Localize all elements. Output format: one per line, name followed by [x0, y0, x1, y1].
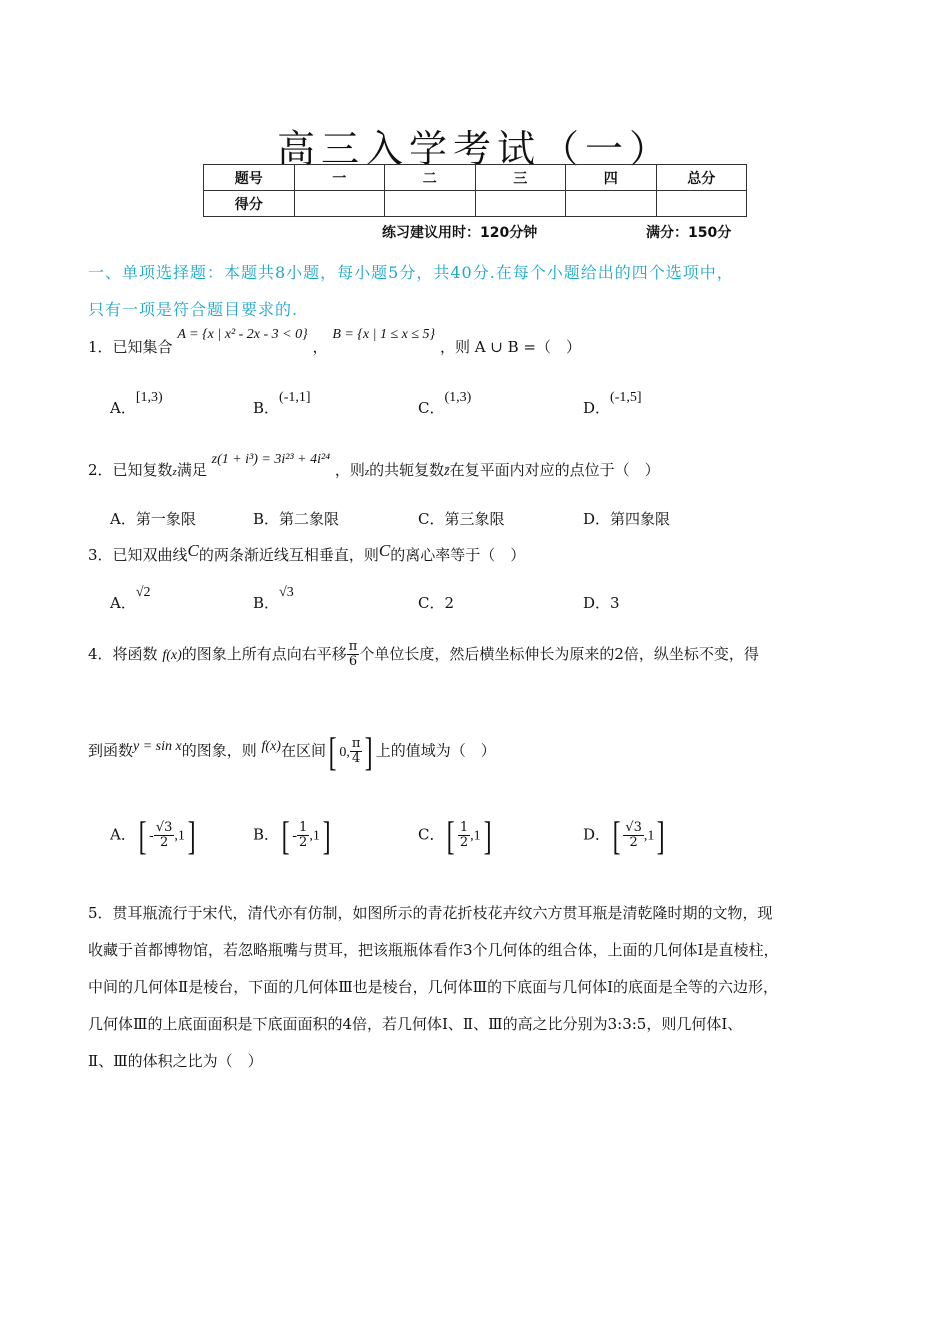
q1-suffix: ，则 A ∪ B =（ ）: [439, 338, 582, 356]
q2-z: z: [172, 466, 177, 478]
section-heading-line1: 一、单项选择题：本题共8小题，每小题5分，共40分.在每个小题给出的四个选项中，: [88, 263, 734, 282]
option-label: D．: [583, 594, 611, 612]
fraction-numerator: π: [348, 639, 358, 654]
option-value: √3: [279, 585, 294, 600]
option-fraction: [297, 821, 309, 851]
option-value: (1,3): [444, 390, 472, 405]
page-title: 高三入学考试（一）: [276, 127, 673, 171]
q2-prefix: 2．已知复数: [88, 461, 173, 479]
bracket-left: [: [328, 729, 337, 774]
q3-prefix: 3．已知双曲线: [88, 546, 188, 564]
score-cell[interactable]: [294, 191, 385, 217]
option-value: √2: [135, 585, 151, 600]
q5-line1: 5．贯耳瓶流行于宋代，清代亦有仿制，如图所示的青花折枝花卉纹六方贯耳瓶是清乾隆时期的文物，现: [88, 904, 773, 922]
option-value: (-1,1]: [279, 390, 311, 405]
q4-option-a[interactable]: [110, 812, 198, 859]
q5-line5: Ⅱ、Ⅲ的体积之比为（ ）: [88, 1052, 263, 1070]
option-label: D．: [583, 399, 611, 417]
fraction-numerator: √3: [155, 819, 173, 835]
q4-line2-a: 到函数: [88, 741, 134, 760]
q4-line2-b: 的图象，则: [181, 741, 257, 760]
q1-set-b: B = {x | 1 ≤ x ≤ 5}: [332, 327, 436, 342]
score-table-score-row: [204, 191, 747, 217]
score-row-label: 得分: [204, 191, 295, 217]
option-label: B．: [253, 825, 280, 844]
option-value: 第一象限: [135, 510, 196, 528]
q4-fx-ref: f(x): [261, 738, 281, 754]
option-label: B．: [253, 510, 280, 528]
q1-set-a: A = {x | x² - 2x - 3 < 0}: [177, 327, 308, 342]
fraction-denominator: 6: [348, 654, 358, 670]
q2-option-c[interactable]: [418, 508, 505, 529]
fraction-numerator: √3: [625, 819, 642, 835]
option-value: (-1,5]: [610, 390, 642, 405]
fraction-denominator: 2: [159, 835, 169, 850]
option-fraction: [458, 821, 470, 851]
q3-c: C: [187, 541, 199, 560]
suggested-time: 练习建议用时：120分钟: [382, 225, 538, 241]
q1-option-c[interactable]: [418, 390, 472, 418]
q4-stem-line2: [88, 728, 496, 775]
option-label: A．: [110, 399, 136, 417]
fraction-denominator: 2: [299, 835, 308, 850]
q1-stem: [88, 327, 582, 357]
option-label: B．: [253, 594, 280, 612]
score-header-cell: 三: [475, 165, 566, 191]
score-cell[interactable]: [475, 191, 566, 217]
score-cell[interactable]: [385, 191, 476, 217]
bracket-right: ]: [365, 729, 374, 774]
q5-line3: 中间的几何体Ⅱ是棱台，下面的几何体Ⅲ也是棱台，几何体Ⅲ的下底面与几何体Ⅰ的底面是全等的六边形，: [88, 978, 779, 996]
q4-option-d[interactable]: [583, 812, 668, 859]
q2-option-b[interactable]: [253, 508, 339, 529]
score-table: [203, 164, 747, 217]
option-value: 第四象限: [610, 510, 671, 528]
q4-option-b[interactable]: [253, 812, 333, 859]
option-label: A．: [110, 594, 136, 612]
q3-option-c[interactable]: [418, 592, 454, 613]
q4-line2-c: 在区间: [280, 741, 326, 760]
q1-prefix: 1．已知集合: [88, 338, 173, 356]
full-score: 满分：150分: [646, 225, 732, 241]
q5-stem: [88, 895, 868, 1080]
option-tail: ,1: [309, 828, 320, 844]
option-value: 第三象限: [444, 510, 505, 528]
option-label: C．: [418, 510, 445, 528]
q3-mid: 的两条渐近线互相垂直，则: [198, 546, 379, 564]
interval-left: 0,: [339, 744, 350, 760]
q2-z-ref: z: [364, 466, 370, 478]
score-header-cell: 总分: [656, 165, 747, 191]
q4-pi-over-4: [350, 737, 363, 767]
q4-line1-b: 的图象上所有点向右平移: [181, 644, 347, 663]
q4-line1-c: 个单位长度，然后横坐标伸长为原来的2倍，纵坐标不变，得: [359, 644, 759, 663]
option-tail: ,1: [470, 828, 481, 844]
q2-zbar: z̄: [444, 464, 450, 479]
option-label: B．: [253, 399, 280, 417]
q3-stem: [88, 541, 526, 565]
option-value: 第二象限: [279, 510, 340, 528]
fraction-denominator: 4: [351, 751, 361, 766]
bracket-right: ]: [483, 813, 492, 858]
q4-line1-a: 4．将函数: [88, 644, 158, 663]
q2-equation: z(1 + i³) = 3i²³ + 4i²⁴: [211, 452, 331, 467]
fraction-denominator: 2: [629, 835, 638, 850]
q4-line2-d: 上的值域为（ ）: [375, 741, 496, 760]
q1-option-d[interactable]: [583, 390, 642, 418]
q4-interval: [326, 729, 376, 774]
q2-suffix-b: 的共轭复数: [369, 461, 445, 479]
q3-option-d[interactable]: [583, 592, 620, 613]
option-tail: ,1: [174, 828, 185, 844]
q4-fx: f(x): [162, 647, 182, 663]
section-heading-line2: 只有一项是符合题目要求的.: [88, 300, 299, 319]
option-sign: -: [292, 828, 298, 844]
option-fraction: [623, 821, 644, 851]
q2-suffix-a: ，则: [334, 461, 365, 479]
fraction-numerator: 1: [299, 819, 308, 835]
q5-line4: 几何体Ⅲ的上底面面积是下底面面积的4倍，若几何体Ⅰ、Ⅱ、Ⅲ的高之比分别为3:3:5，则几何体Ⅰ、: [88, 1015, 743, 1033]
q1-option-a[interactable]: [110, 390, 163, 418]
fraction-denominator: 2: [459, 835, 469, 850]
option-value: 2: [444, 594, 455, 612]
q2-suffix-c: 在复平面内对应的点位于（ ）: [449, 461, 660, 479]
bracket-left: [: [612, 813, 621, 858]
score-cell[interactable]: [566, 191, 657, 217]
option-value: 3: [610, 594, 620, 612]
q2-option-d[interactable]: [583, 508, 670, 529]
option-label: C．: [418, 825, 445, 844]
bracket-left: [: [138, 813, 147, 858]
q2-option-a[interactable]: [110, 508, 196, 529]
q4-stem-line1: [88, 640, 759, 670]
option-tail: ,1: [643, 828, 655, 844]
bracket-left: [: [447, 813, 456, 858]
score-header-cell: 题号: [204, 165, 295, 191]
q3-c-ref: C: [378, 541, 391, 560]
q3-option-b[interactable]: [253, 585, 294, 613]
option-label: A．: [110, 825, 136, 844]
score-header-cell: 二: [385, 165, 476, 191]
option-label: C．: [418, 594, 445, 612]
fraction-numerator: π: [351, 735, 361, 751]
option-sign: -: [149, 828, 154, 844]
q1-option-b[interactable]: [253, 390, 311, 418]
q4-ysinx: y = sin x: [133, 738, 182, 754]
option-fraction: [154, 821, 175, 851]
option-label: D．: [583, 510, 611, 528]
option-label: A．: [110, 510, 136, 528]
q4-option-c[interactable]: [418, 812, 494, 859]
option-label: D．: [583, 825, 611, 844]
bracket-right: ]: [657, 813, 666, 858]
q4-pi-over-6: [347, 640, 360, 670]
q2-stem: [88, 452, 660, 480]
q3-option-a[interactable]: [110, 585, 151, 613]
option-value: [1,3): [135, 390, 163, 405]
fraction-numerator: 1: [459, 819, 469, 835]
q2-mid: 满足: [176, 461, 207, 479]
q1-sep: ，: [312, 338, 328, 356]
bracket-left: [: [281, 813, 290, 858]
q5-line2: 收藏于首都博物馆，若忽略瓶嘴与贯耳，把该瓶瓶体看作3个几何体的组合体，上面的几何体Ⅰ是直棱柱，: [88, 941, 779, 959]
score-cell[interactable]: [656, 191, 747, 217]
bracket-right: ]: [322, 813, 331, 858]
score-header-cell: 一: [294, 165, 385, 191]
option-label: C．: [418, 399, 445, 417]
score-header-cell: 四: [566, 165, 657, 191]
bracket-right: ]: [187, 813, 196, 858]
q3-suffix: 的离心率等于（ ）: [390, 546, 526, 564]
score-table-header-row: [204, 165, 747, 191]
